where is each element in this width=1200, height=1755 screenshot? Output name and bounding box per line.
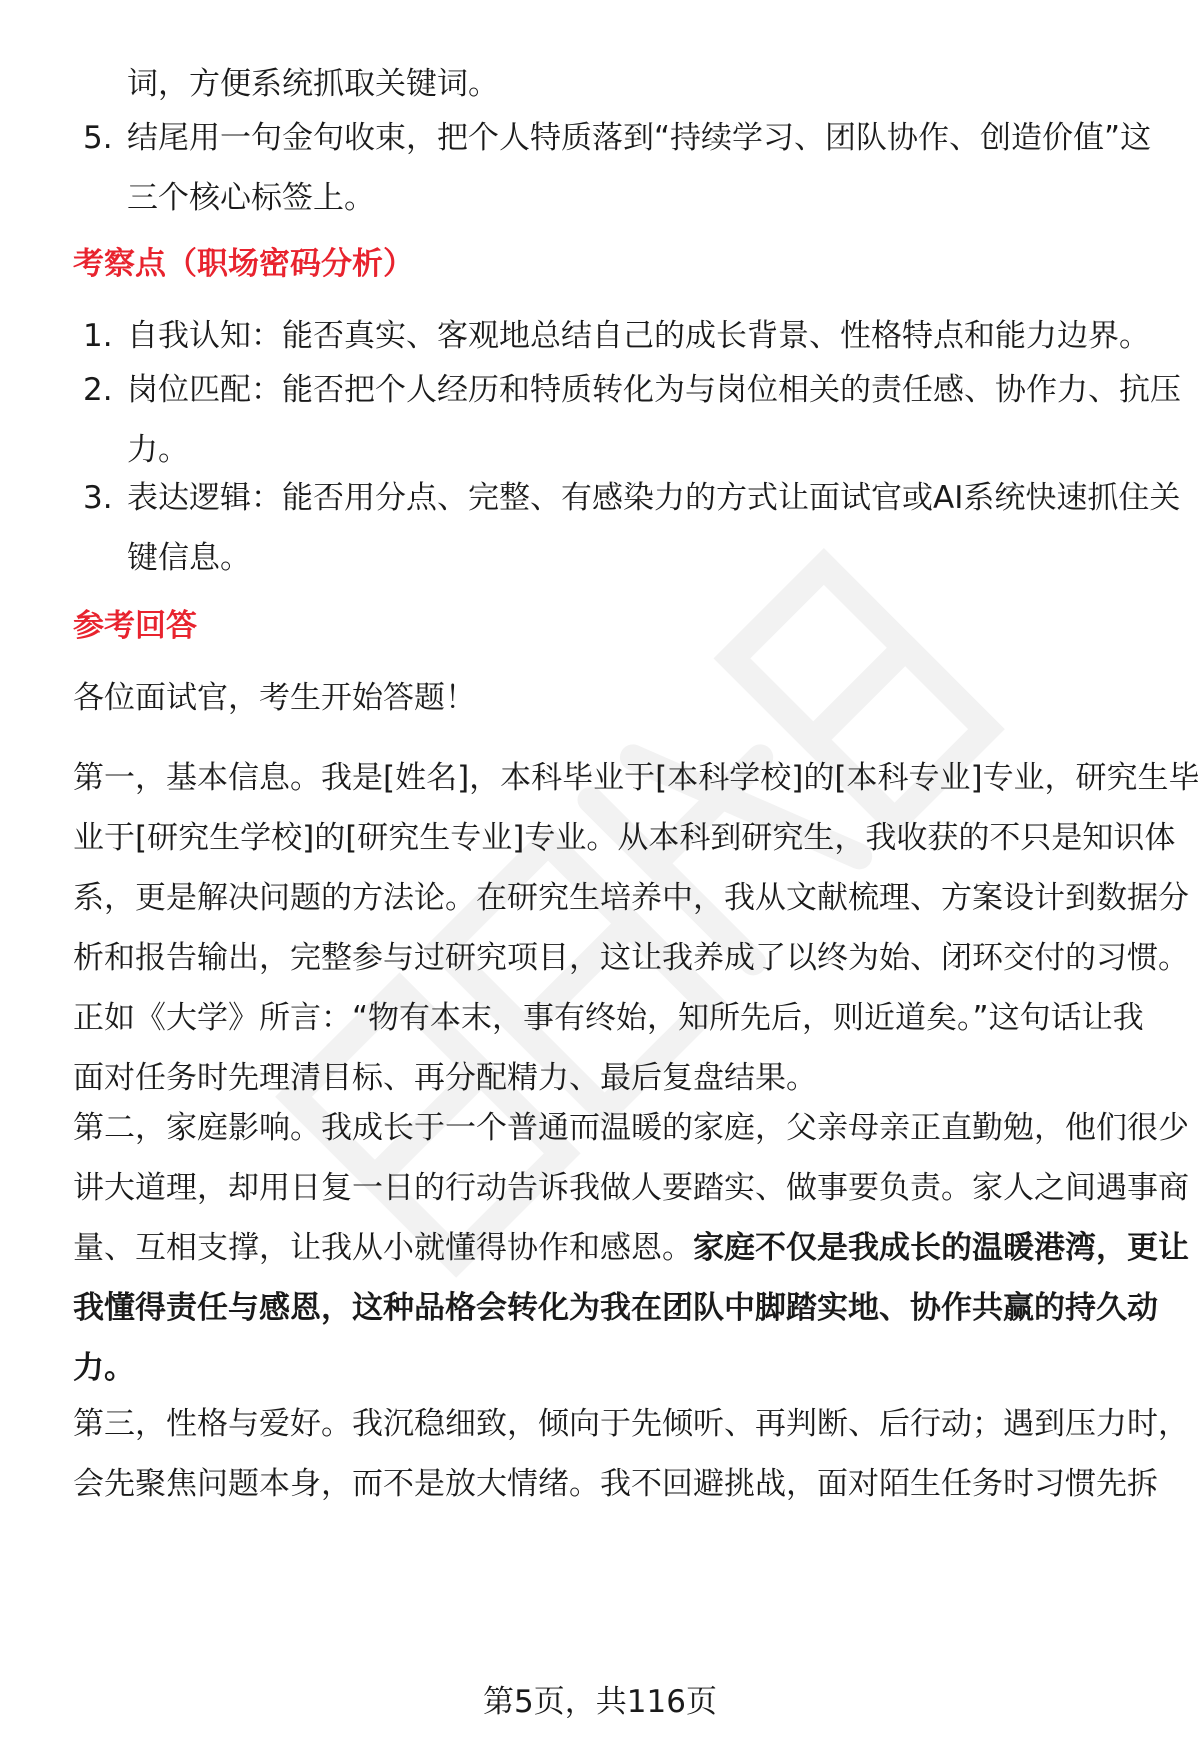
list-number: 3. bbox=[83, 480, 113, 516]
paragraph-line: 析和报告输出，完整参与过研究项目，这让我养成了以终为始、闭环交付的习惯。 bbox=[73, 940, 1189, 976]
paragraph-line: 第二，家庭影响。我成长于一个普通而温暖的家庭，父亲母亲正直勤勉，他们很少 bbox=[73, 1110, 1189, 1146]
previous-item-tail: 词，方便系统抓取关键词。 bbox=[127, 66, 499, 102]
answer-greeting: 各位面试官，考生开始答题！ bbox=[73, 680, 476, 716]
list-item-text: 三个核心标签上。 bbox=[127, 180, 375, 216]
list-number: 5. bbox=[83, 120, 113, 156]
list-item-text: 自我认知：能否真实、客观地总结自己的成长背景、性格特点和能力边界。 bbox=[127, 318, 1150, 354]
list-item-text: 力。 bbox=[127, 432, 189, 468]
list-item-text: 结尾用一句金句收束，把个人特质落到“持续学习、团队协作、创造价值”这 bbox=[127, 120, 1152, 156]
page-number-footer: 第5页，共116页 bbox=[483, 1684, 717, 1720]
paragraph-line: 会先聚焦问题本身，而不是放大情绪。我不回避挑战，面对陌生任务时习惯先拆 bbox=[73, 1466, 1158, 1502]
paragraph-line: 系，更是解决问题的方法论。在研究生培养中，我从文献梳理、方案设计到数据分 bbox=[73, 880, 1189, 916]
list-item-text: 表达逻辑：能否用分点、完整、有感染力的方式让面试官或AI系统快速抓住关 bbox=[127, 480, 1181, 516]
paragraph-line: 正如《大学》所言：“物有本末，事有终始，知所先后，则近道矣。”这句话让我 bbox=[73, 1000, 1144, 1036]
list-number: 1. bbox=[83, 318, 113, 354]
paragraph-line: 业于[研究生学校]的[研究生专业]专业。从本科到研究生，我收获的不只是知识体 bbox=[73, 820, 1176, 856]
section-heading-exam: 考察点（职场密码分析） bbox=[73, 246, 414, 282]
paragraph-line: 第一，基本信息。我是[姓名]，本科毕业于[本科学校]的[本科专业]专业，研究生毕 bbox=[73, 760, 1200, 796]
list-item-text: 岗位匹配：能否把个人经历和特质转化为与岗位相关的责任感、协作力、抗压 bbox=[127, 372, 1181, 408]
paragraph-family bbox=[73, 1098, 1189, 1398]
paragraph-text: 量、互相支撑，让我从小就懂得协作和感恩。 bbox=[73, 1230, 693, 1266]
section-heading-answer: 参考回答 bbox=[73, 608, 197, 644]
list-item-text: 键信息。 bbox=[127, 540, 251, 576]
paragraph-line: 面对任务时先理清目标、再分配精力、最后复盘结果。 bbox=[73, 1060, 817, 1096]
paragraph-line: 讲大道理，却用日复一日的行动告诉我做人要踏实、做事要负责。家人之间遇事商 bbox=[73, 1170, 1189, 1206]
paragraph-line bbox=[73, 1218, 1189, 1278]
list-number: 2. bbox=[83, 372, 113, 408]
paragraph-personality bbox=[73, 1394, 1189, 1514]
paragraph-emphasis: 力。 bbox=[73, 1350, 135, 1386]
paragraph-emphasis: 家庭不仅是我成长的温暖港湾，更让 bbox=[693, 1230, 1189, 1266]
paragraph-emphasis: 我懂得责任与感恩，这种品格会转化为我在团队中脚踏实地、协作共赢的持久动 bbox=[73, 1290, 1158, 1326]
paragraph-basic-info bbox=[73, 748, 1200, 1108]
paragraph-line: 第三，性格与爱好。我沉稳细致，倾向于先倾听、再判断、后行动；遇到压力时， bbox=[73, 1406, 1189, 1442]
